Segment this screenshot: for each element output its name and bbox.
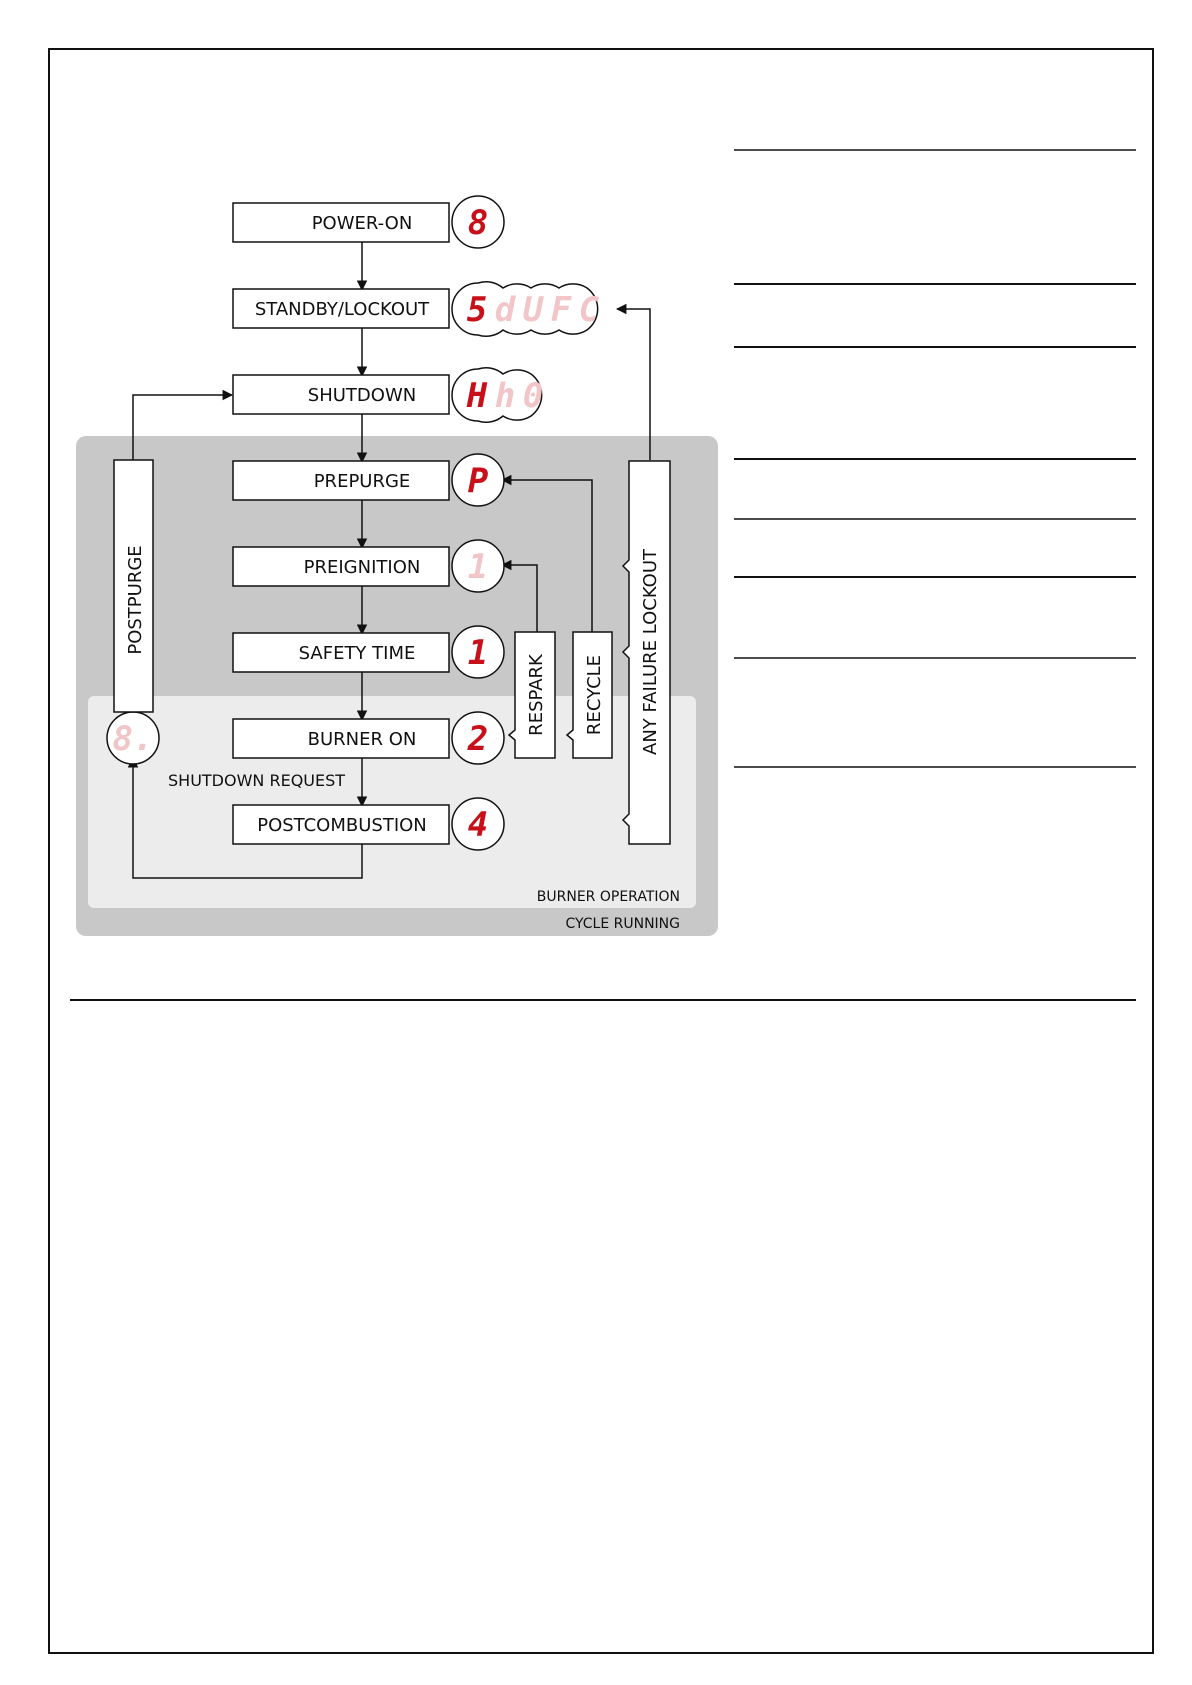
safety-time-label: SAFETY TIME [298,643,416,664]
standby-digit-2: d [494,290,516,330]
cycle-running-label: CYCLE RUNNING [565,916,680,932]
standby-lockout-label: STANDBY/LOCKOUT [254,299,430,320]
postcombustion-digit: 4 [467,805,489,845]
postcombustion-label: POSTCOMBUSTION [257,815,427,836]
respark-label: RESPARK [526,654,547,736]
power-on-digit: 8 [467,203,489,243]
standby-digit-4: F [550,290,572,330]
shutdown-request-label: SHUTDOWN REQUEST [168,771,346,790]
shutdown-digit-1: H [466,376,488,416]
standby-digit-3: U [522,290,544,330]
burner-operation-label: BURNER OPERATION [536,889,680,905]
preignition-label: PREIGNITION [303,557,421,578]
prepurge-label: PREPURGE [313,471,411,492]
standby-digit-1: 5 [466,290,488,330]
prepurge-digit: P [467,461,489,501]
postpurge-digit: 8. [112,719,154,759]
preignition-digit: 1 [467,547,489,587]
standby-digit-5: C [578,290,600,330]
power-on-label: POWER-ON [311,213,413,234]
any-failure-lockout-label: ANY FAILURE LOCKOUT [640,548,661,756]
shutdown-digit-2: h [494,376,516,416]
burner-on-digit: 2 [467,719,489,759]
shutdown-label: SHUTDOWN [307,385,417,406]
burner-on-label: BURNER ON [307,729,417,750]
shutdown-digit-3: 0 [522,376,544,416]
right-column-rules [734,150,1136,767]
safety-time-digit: 1 [467,633,489,673]
recycle-label: RECYCLE [584,654,605,736]
postpurge-label: POSTPURGE [125,545,146,655]
